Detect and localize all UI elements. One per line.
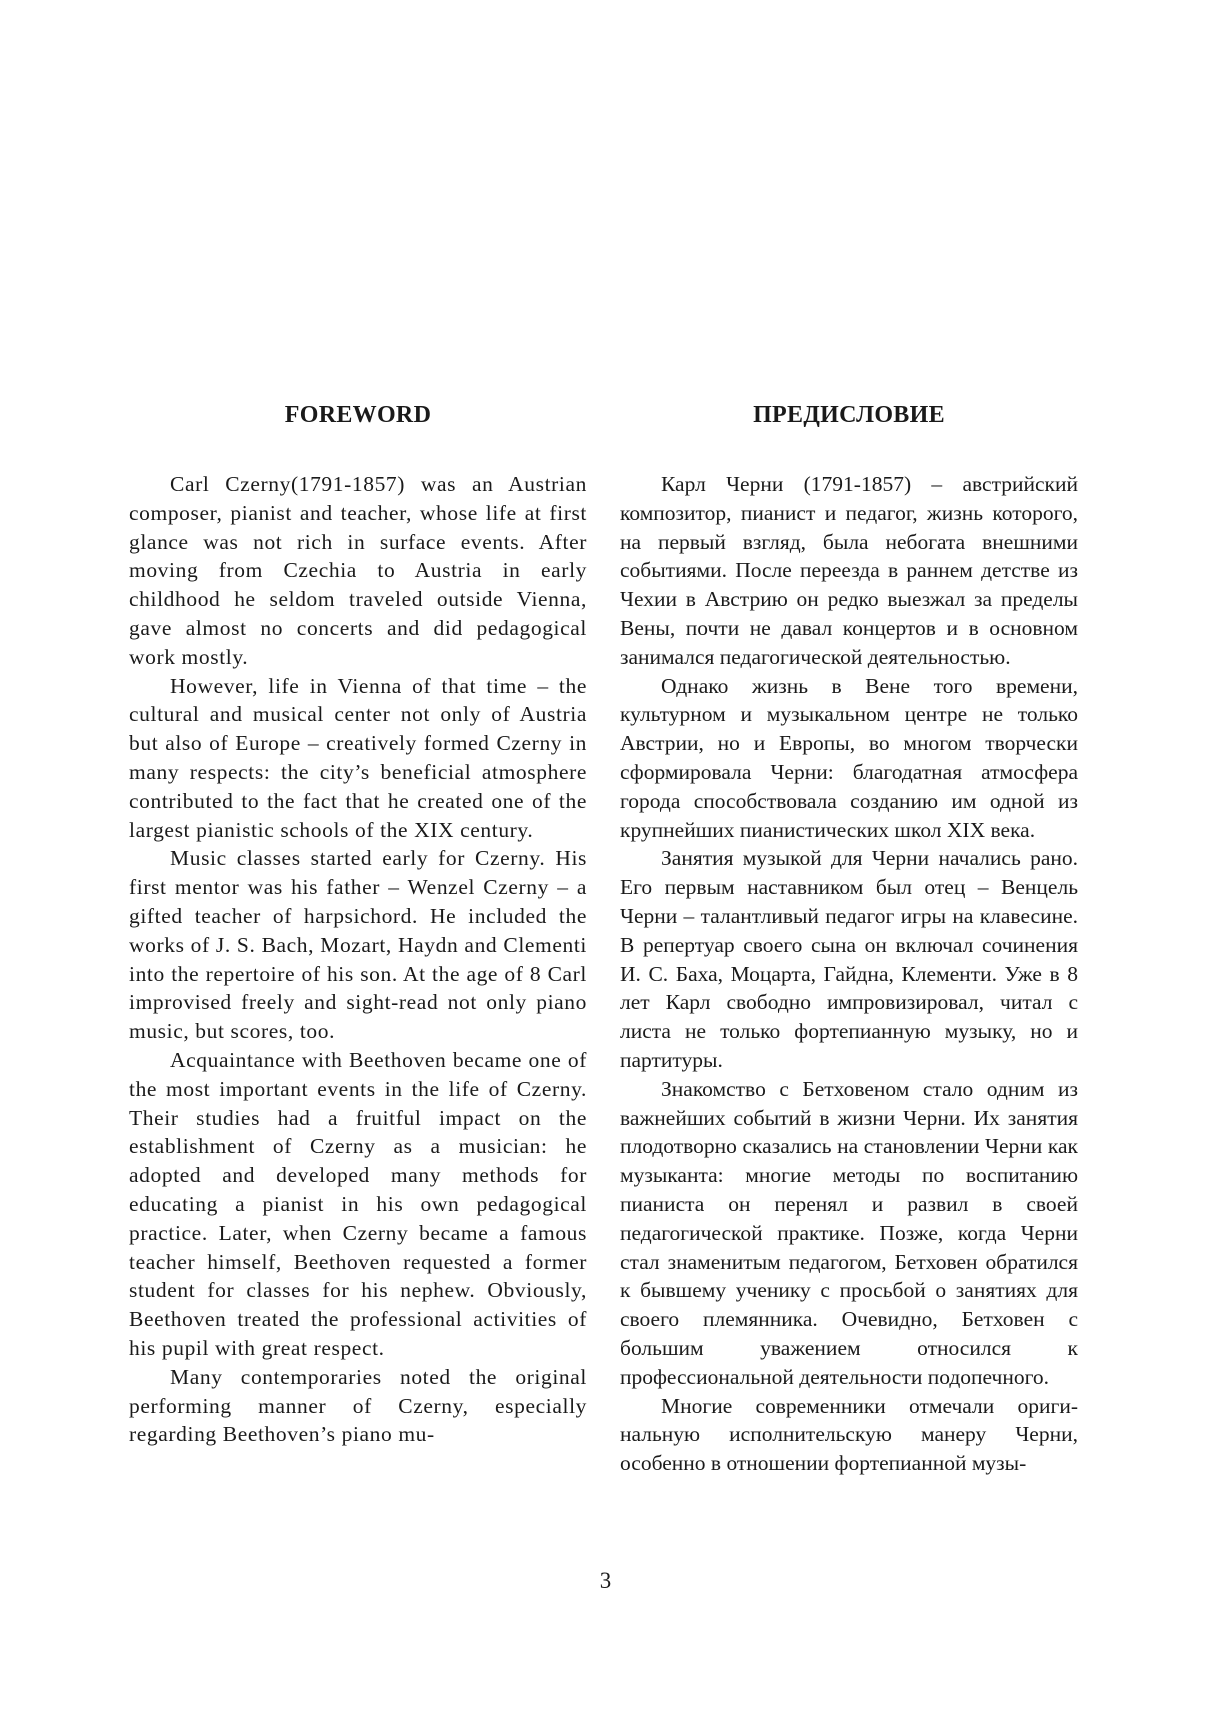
page-number: 3 xyxy=(599,1568,612,1593)
russian-column xyxy=(620,400,1078,1478)
russian-paragraph-1: Карл Черни (1791-1857) – австрийский композитор, пианист и педагог, жизнь которого, на первый взгляд, была небогата внешними событиями. После переезда в раннем детстве из Чехии в Австрию он редко выезжал за пределы Вены, почти не давал концертов и в основном занимался педагогической деятельностью. xyxy=(620,472,1078,669)
russian-paragraph-2: Однако жизнь в Вене того времени, культурном и музыкальном центре не только Австрии, но и Европы, во многом творчески сформировала Черни: благодатная атмосфера города способствовала созданию им одной из крупнейших пианистических школ XIX века. xyxy=(620,673,1078,842)
russian-title: ПРЕДИСЛОВИЕ xyxy=(753,402,945,428)
english-paragraph-2: However, life in Vienna of that time – the cultural and musical center not only of Austria but also of Europe – creatively formed Czerny in many respects: the city’s beneficial atmosphere contributed to the fact that he created one of the largest pianistic schools of the XIX century. xyxy=(129,673,587,842)
russian-paragraph-4: Знакомство с Бетховеном стало одним из важнейших событий в жизни Черни. Их занятия плодотворно сказались на становлении Черни как музыканта: многие методы по воспитанию пианиста он перенял и развил в своей педагогической практике. Позже, когда Черни стал знаменитым педагогом, Бетховен обратился к бывшему ученику с просьбой о занятиях для своего племянника. Очевидно, Бетховен с большим уважением относился к профессиональной деятельности подопечного. xyxy=(620,1076,1078,1389)
english-paragraph-1: Carl Czerny(1791-1857) was an Austrian composer, pianist and teacher, whose life at first glance was not rich in surface events. After moving from Czechia to Austria in early childhood he seldom traveled outside Vienna, gave almost no concerts and did pedagogical work mostly. xyxy=(129,472,587,669)
english-title: FOREWORD xyxy=(284,402,432,428)
english-paragraph-4: Acquaintance with Beethoven became one of the most important events in the life of Czerny. Their studies had a fruitful impact on the establishment of Czerny as a musician: he adopted and developed many methods for educating a pianist in his own pedagogical practice. Later, when Czerny became a famous teacher himself, Beethoven requested a former student for classes for his nephew. Obviously, Beethoven treated the professional activities of his pupil with great respect. xyxy=(129,1047,587,1360)
english-paragraph-3: Music classes started early for Czerny. His first mentor was his father – Wenzel Czerny – a gifted teacher of harpsichord. He included the works of J. S. Bach, Mozart, Haydn and Clementi into the repertoire of his son. At the age of 8 Carl improvised freely and sight-read not only piano music, but scores, too. xyxy=(129,846,587,1044)
english-column xyxy=(129,400,587,1449)
russian-paragraph-5: Многие современники отмечали оригинальную исполнительскую манеру Черни, особенно в отношении фортепианной музы- xyxy=(620,1393,1078,1476)
russian-paragraph-3: Занятия музыкой для Черни начались рано. Его первым наставником был отец – Венцель Черни – талантливый педагог игры на клавесине. В репертуар своего сына он включал сочинения И. С. Баха, Моцарта, Гайдна, Клементи. Уже в 8 лет Карл свободно импровизировал, читал с листа не только фортепианную музыку, но и партитуры. xyxy=(620,846,1078,1072)
english-paragraph-5: Many contemporaries noted the original performing manner of Czerny, especially regarding Beethoven’s piano mu- xyxy=(129,1364,587,1447)
